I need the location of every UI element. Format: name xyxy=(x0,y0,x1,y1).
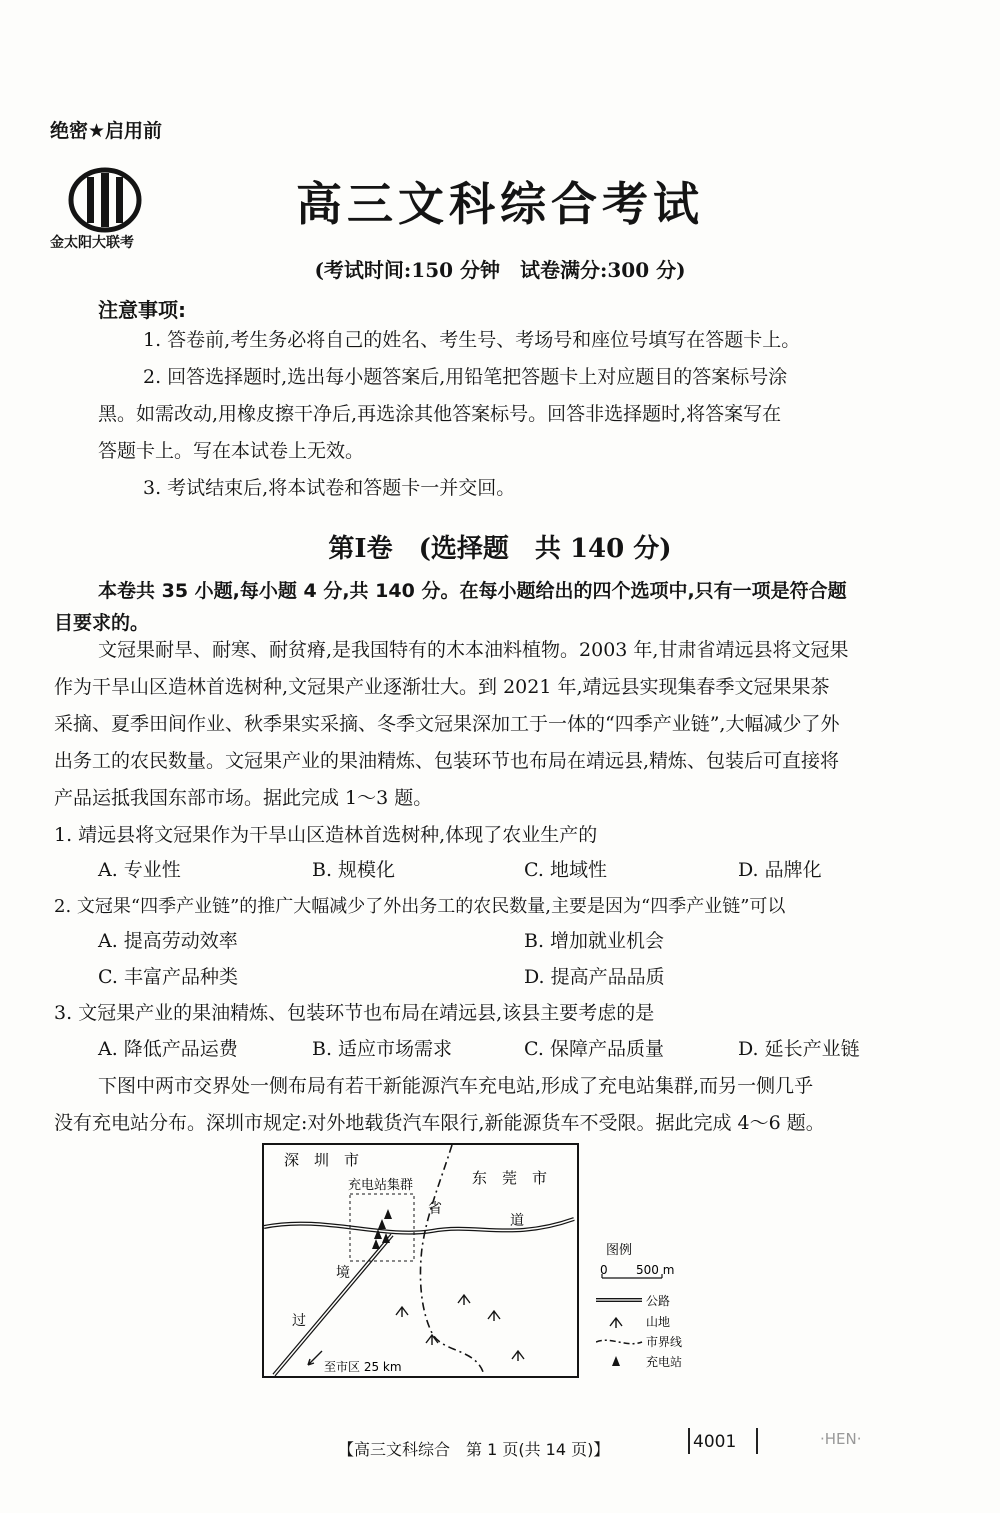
option: C. 保障产品质量 xyxy=(524,1038,664,1060)
map-legend xyxy=(596,1238,706,1378)
charging-station-icon xyxy=(612,1356,620,1366)
passage-line: 作为干旱山区造林首选树种,文冠果产业逐渐壮大。到 2021 年,靖远县实现集春季文冠果果茶 xyxy=(54,676,830,698)
exam-code: 4001 xyxy=(693,1432,737,1452)
map-road-label: 境 xyxy=(336,1265,350,1281)
passage-line: 没有充电站分布。深圳市规定:对外地载货汽车限行,新能源货车不受限。据此完成 4～6 题。 xyxy=(54,1112,825,1134)
map-figure xyxy=(262,1143,582,1383)
exam-title: 高三文科综合考试 xyxy=(296,177,704,231)
confidential-label: 绝密★启用前 xyxy=(50,120,163,142)
logo-text: 金太阳大联考 xyxy=(50,235,134,251)
legend-scale-length: 500 m xyxy=(636,1263,675,1277)
notice-line: 1. 答卷前,考生务必将自己的姓名、考生号、考场号和座位号填写在答题卡上。 xyxy=(143,329,801,351)
passage-line: 文冠果耐旱、耐寒、耐贫瘠,是我国特有的木本油料植物。2003 年,甘肃省靖远县将文冠果 xyxy=(98,639,849,661)
option: B. 适应市场需求 xyxy=(312,1038,453,1060)
option: B. 规模化 xyxy=(312,859,396,881)
map-road-label: 过 xyxy=(292,1313,306,1329)
section-instructions: 目要求的。 xyxy=(54,612,150,634)
map-road-label: 道 xyxy=(510,1213,524,1229)
map-distance-label: 至市区 25 km xyxy=(324,1360,402,1374)
notice-line: 3. 考试结束后,将本试卷和答题卡一并交回。 xyxy=(143,477,516,499)
legend-station: 充电站 xyxy=(646,1355,683,1369)
exam-subtitle: (考试时间:150 分钟 试卷满分:300 分) xyxy=(314,258,686,282)
section-instructions: 本卷共 35 小题,每小题 4 分,共 140 分。在每小题给出的四个选项中,只有一项是符合题 xyxy=(98,580,847,602)
page-footer: 【高三文科综合 第 1 页(共 14 页)】 xyxy=(338,1440,610,1459)
legend-mountain: 山地 xyxy=(646,1315,671,1329)
legend-road: 公路 xyxy=(646,1294,671,1308)
legend-scale-zero: 0 xyxy=(600,1263,608,1277)
passage-line: 采摘、夏季田间作业、秋季果实采摘、冬季文冠果深加工于一体的“四季产业链”,大幅减少了外 xyxy=(54,713,840,735)
notice-line: 黑。如需改动,用橡皮擦干净后,再选涂其他答案标号。回答非选择题时,将答案写在 xyxy=(98,403,782,425)
map-label-cluster: 充电站集群 xyxy=(348,1178,414,1193)
passage-line: 产品运抵我国东部市场。据此完成 1～3 题。 xyxy=(54,787,433,809)
option: A. 提高劳动效率 xyxy=(98,930,238,952)
option: B. 增加就业机会 xyxy=(524,930,665,952)
map-label-dongguan: 东 莞 市 xyxy=(472,1169,548,1187)
map-label-shenzhen: 深 圳 市 xyxy=(284,1151,360,1169)
question-stem: 2. 文冠果“四季产业链”的推广大幅减少了外出务工的农民数量,主要是因为“四季产业链”可以 xyxy=(54,896,786,917)
passage-line: 下图中两市交界处一侧布局有若干新能源汽车充电站,形成了充电站集群,而另一侧几乎 xyxy=(98,1075,814,1097)
section-title: 第Ⅰ卷 (选择题 共 140 分) xyxy=(328,534,672,564)
legend-title: 图例 xyxy=(606,1243,633,1258)
option: D. 品牌化 xyxy=(738,859,822,881)
passage-line: 出务工的农民数量。文冠果产业的果油精炼、包装环节也布局在靖远县,精炼、包装后可直接将 xyxy=(54,750,840,772)
option: D. 延长产业链 xyxy=(738,1038,860,1060)
notice-heading: 注意事项: xyxy=(98,298,186,322)
notice-line: 答题卡上。写在本试卷上无效。 xyxy=(98,440,365,462)
question-stem: 3. 文冠果产业的果油精炼、包装环节也布局在靖远县,该县主要考虑的是 xyxy=(54,1002,655,1024)
option: A. 降低产品运费 xyxy=(98,1038,238,1060)
legend-boundary: 市界线 xyxy=(646,1335,683,1349)
footer-suffix: ·HEN· xyxy=(820,1430,862,1448)
option: A. 专业性 xyxy=(98,859,181,881)
question-stem: 1. 靖远县将文冠果作为干旱山区造林首选树种,体现了农业生产的 xyxy=(54,824,598,846)
map-road-label: 省 xyxy=(428,1201,442,1217)
option: C. 丰富产品种类 xyxy=(98,966,238,988)
option: D. 提高产品品质 xyxy=(524,966,665,988)
mountain-icon xyxy=(610,1318,622,1328)
notice-line: 2. 回答选择题时,选出每小题答案后,用铅笔把答题卡上对应题目的答案标号涂 xyxy=(143,366,788,388)
option: C. 地域性 xyxy=(524,859,607,881)
